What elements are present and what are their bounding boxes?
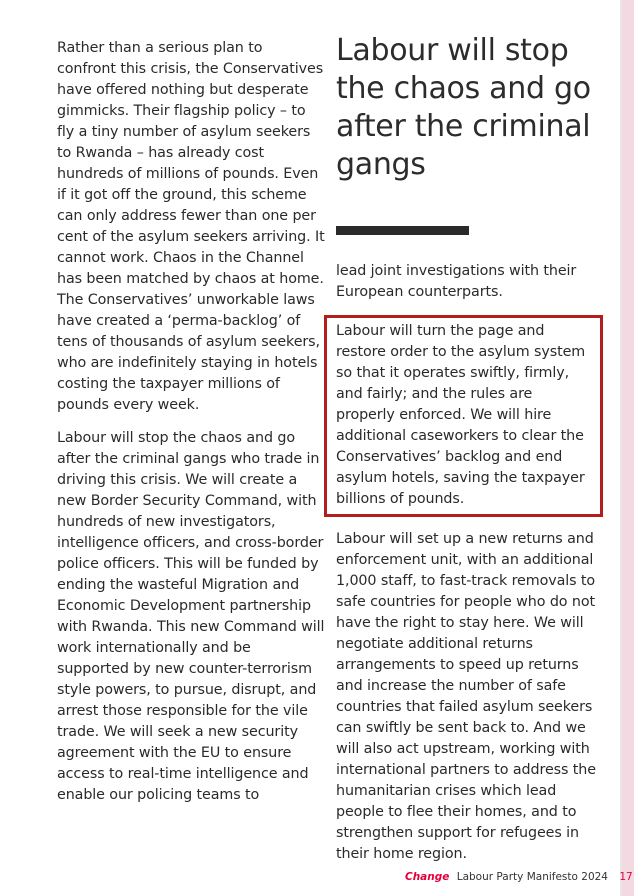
page-number: 17 [619,871,633,883]
highlighted-paragraph: Labour will turn the page and restore order to the asylum system so that it operates swiftly, firmly, and fairly; and the rules are properly enforced. We will hire additional caseworkers to clear the Conservatives’ backlog and end asylum hotels, saving the taxpayer billions of pounds. [336,323,586,507]
continuation-paragraph: lead joint investigations with their European counterparts. [336,263,577,300]
page-footer [405,868,633,886]
brand-logo: Change [405,871,450,883]
highlight-box [324,315,603,517]
body-paragraph-1: Rather than a serious plan to confront this crisis, the Conservatives have offered nothing but desperate gimmicks. Their flagship policy – to fly a tiny number of asylum seekers to Rwanda – has already cost hundreds of millions of pounds. Even if it got off the ground, this scheme can only address fewer than one per cent of the asylum seekers arriving. It cannot work. Chaos in the Channel has been matched by chaos at home. The Conservatives’ unworkable laws have created a ‘perma-backlog’ of tens of thousands of asylum seekers, who are indefinitely staying in hotels costing the taxpayer millions of pounds every week. [57,40,325,413]
returns-paragraph: Labour will set up a new returns and enforcement unit, with an additional 1,000 staff, to fast-track removals to safe countries for people who do not have the right to stay here. We will negotiate additional returns arrangements to speed up returns and increase the number of safe countries that failed asylum seekers can swiftly be sent back to. And we will also act upstream, working with international partners to address the humanitarian crises which lead people to flee their homes, and to strengthen support for refugees in their home region. [336,531,596,862]
heading-rule [336,226,469,235]
footer-title: Labour Party Manifesto 2024 [456,871,608,883]
page-side-strip [622,0,634,896]
section-heading: Labour will stop the chaos and go after the criminal gangs [336,33,591,182]
left-column [57,38,325,818]
right-column [336,261,600,877]
body-paragraph-2: Labour will stop the chaos and go after the criminal gangs who trade in driving this crisis. We will create a new Border Security Command, with hundreds of new investigators, intelligence officers, and cross-border police officers. This will be funded by ending the wasteful Migration and Economic Development partnership with Rwanda. This new Command will work internationally and be supported by new counter-terrorism style powers, to pursue, disrupt, and arrest those responsible for the vile trade. We will seek a new security agreement with the EU to ensure access to real-time intelligence and enable our policing teams to [57,430,325,803]
page-edge-shadow [620,0,622,896]
